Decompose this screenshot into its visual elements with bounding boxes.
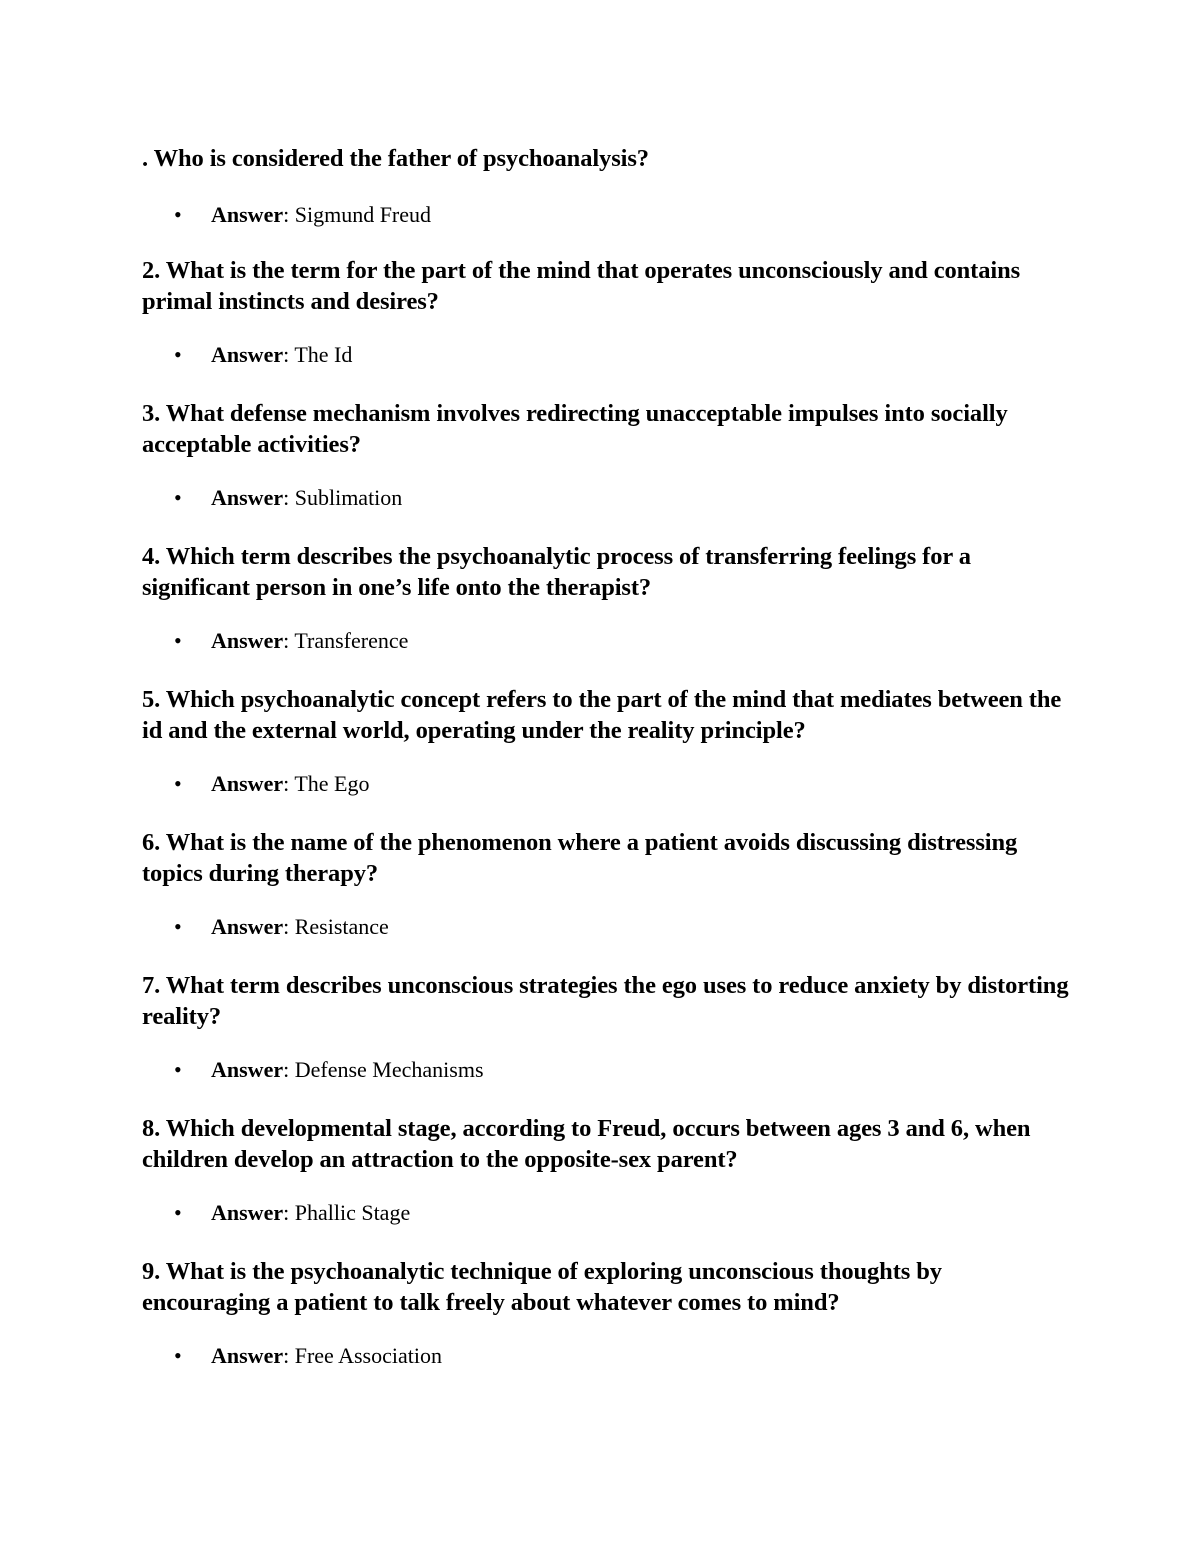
- qa-item-3: [142, 398, 1072, 512]
- answer-separator: :: [283, 628, 295, 653]
- answer-7: [142, 1056, 1072, 1084]
- answer-label: Answer: [211, 485, 284, 510]
- answer-6: [142, 913, 1072, 941]
- question-4: 4. Which term describes the psychoanalytic process of transferring feelings for a significant person in one’s life onto the therapist?: [142, 543, 971, 601]
- qa-item-4: [142, 541, 1072, 655]
- question-2: 2. What is the term for the part of the mind that operates unconsciously and contains primal instincts and desires?: [142, 257, 1021, 315]
- answer-text: The Ego: [294, 771, 370, 796]
- question-6: 6. What is the name of the phenomenon where a patient avoids discussing distressing topics during therapy?: [142, 829, 1018, 887]
- bullet-icon: •: [174, 628, 182, 653]
- qa-item-7: [142, 970, 1072, 1084]
- answer-8: [142, 1199, 1072, 1227]
- answer-text: Transference: [294, 628, 409, 653]
- qa-item-6: [142, 827, 1072, 941]
- bullet-icon: •: [174, 342, 182, 367]
- answer-label: Answer: [211, 771, 284, 796]
- answer-label: Answer: [211, 628, 284, 653]
- question-7: 7. What term describes unconscious strategies the ego uses to reduce anxiety by distorting reality?: [142, 972, 1069, 1030]
- bullet-icon: •: [174, 485, 182, 510]
- answer-5: [142, 770, 1072, 798]
- qa-item-1: [142, 143, 1072, 229]
- question-8: 8. Which developmental stage, according to Freud, occurs between ages 3 and 6, when children develop an attraction to the opposite-sex parent?: [142, 1115, 1031, 1173]
- bullet-icon: •: [174, 1343, 182, 1368]
- question-3: 3. What defense mechanism involves redirecting unacceptable impulses into socially acceptable activities?: [142, 400, 1008, 458]
- answer-label: Answer: [211, 1200, 284, 1225]
- bullet-icon: •: [174, 914, 182, 939]
- answer-label: Answer: [211, 914, 284, 939]
- answer-separator: :: [283, 1343, 295, 1368]
- answer-label: Answer: [211, 1057, 284, 1082]
- answer-separator: :: [283, 771, 295, 796]
- qa-item-2: [142, 255, 1072, 369]
- question-5: 5. Which psychoanalytic concept refers to the part of the mind that mediates between the id and the external world, operating under the reality principle?: [142, 686, 1062, 744]
- answer-label: Answer: [211, 342, 284, 367]
- answer-separator: :: [283, 342, 295, 367]
- answer-text: Sublimation: [294, 485, 403, 510]
- answer-text: The Id: [294, 342, 353, 367]
- question-9: 9. What is the psychoanalytic technique of exploring unconscious thoughts by encouraging a patient to talk freely about whatever comes to mind?: [142, 1258, 942, 1316]
- question-1: . Who is considered the father of psychoanalysis?: [142, 145, 649, 172]
- answer-text: Free Association: [294, 1343, 442, 1368]
- bullet-icon: •: [174, 1200, 182, 1225]
- answer-label: Answer: [211, 202, 284, 227]
- answer-2: [142, 341, 1072, 369]
- answer-text: Phallic Stage: [294, 1200, 411, 1225]
- qa-item-9: [142, 1256, 1072, 1370]
- answer-separator: :: [283, 202, 295, 227]
- answer-4: [142, 627, 1072, 655]
- bullet-icon: •: [174, 1057, 182, 1082]
- answer-1: [142, 201, 1072, 229]
- answer-separator: :: [283, 1057, 295, 1082]
- answer-text: Resistance: [294, 914, 389, 939]
- answer-text: Sigmund Freud: [294, 202, 432, 227]
- answer-text: Defense Mechanisms: [294, 1057, 484, 1082]
- bullet-icon: •: [174, 771, 182, 796]
- answer-separator: :: [283, 1200, 295, 1225]
- qa-item-8: [142, 1113, 1072, 1227]
- qa-item-5: [142, 684, 1072, 798]
- answer-separator: :: [283, 485, 295, 510]
- answer-9: [142, 1342, 1072, 1370]
- answer-label: Answer: [211, 1343, 284, 1368]
- answer-separator: :: [283, 914, 295, 939]
- answer-3: [142, 484, 1072, 512]
- bullet-icon: •: [174, 202, 182, 227]
